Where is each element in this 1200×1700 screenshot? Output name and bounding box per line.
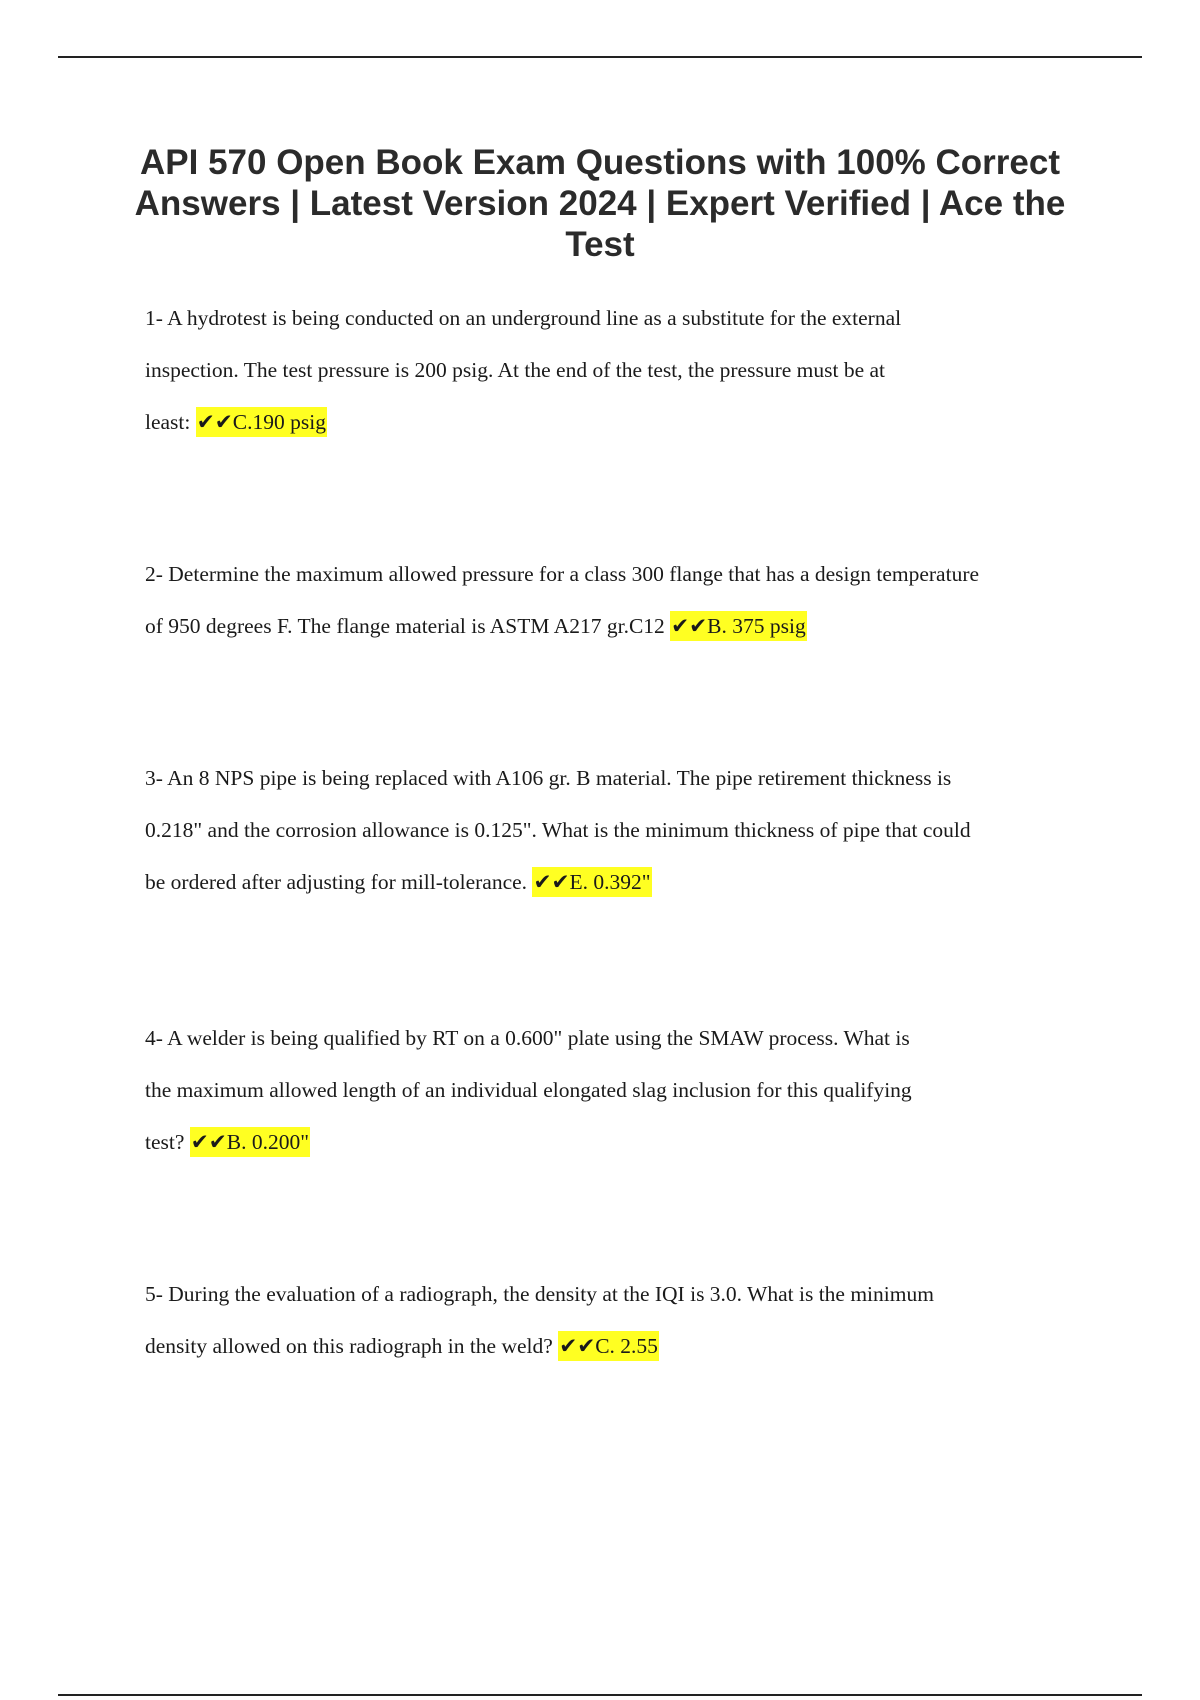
- question-1-line-3: [145, 396, 1090, 448]
- question-1: [145, 292, 1090, 448]
- question-4-line-2: the maximum allowed length of an individual elongated slag inclusion for this qualifying: [145, 1078, 912, 1102]
- question-3-line-1: 3- An 8 NPS pipe is being replaced with A106 gr. B material. The pipe retirement thickness is: [145, 766, 952, 790]
- question-1-answer: ✔✔C.190 psig: [196, 407, 327, 437]
- bottom-rule: [58, 1694, 1142, 1696]
- question-3-line-3-text: be ordered after adjusting for mill-tolerance.: [145, 870, 533, 894]
- question-2-answer: ✔✔B. 375 psig: [670, 611, 807, 641]
- top-rule: [58, 56, 1142, 58]
- question-4-answer: ✔✔B. 0.200": [190, 1127, 310, 1157]
- question-4-line-3-text: test?: [145, 1130, 190, 1154]
- question-1-line-3-text: least:: [145, 410, 196, 434]
- document-title: API 570 Open Book Exam Questions with 100% Correct Answers | Latest Version 2024 | Expert Verified | Ace the Test: [134, 143, 1066, 264]
- question-5-answer: ✔✔C. 2.55: [558, 1331, 659, 1361]
- question-3-answer: ✔✔E. 0.392": [532, 867, 651, 897]
- question-4-line-1: 4- A welder is being qualified by RT on a 0.600" plate using the SMAW process. What is: [145, 1026, 910, 1050]
- question-1-line-2: inspection. The test pressure is 200 psig. At the end of the test, the pressure must be at: [145, 358, 886, 382]
- question-3: [145, 752, 1090, 908]
- question-3-line-3: [145, 856, 1090, 908]
- question-4: [145, 1012, 1090, 1168]
- question-5-line-2-text: density allowed on this radiograph in the weld?: [145, 1334, 559, 1358]
- question-2: [145, 548, 1090, 652]
- question-2-line-2-text: of 950 degrees F. The flange material is ASTM A217 gr.C12: [145, 614, 671, 638]
- question-5-line-1: 5- During the evaluation of a radiograph, the density at the IQI is 3.0. What is the minimum: [145, 1282, 934, 1306]
- question-5-line-2: [145, 1320, 1090, 1372]
- question-2-line-2: [145, 600, 1090, 652]
- question-2-line-1: 2- Determine the maximum allowed pressure for a class 300 flange that has a design temperature: [145, 562, 980, 586]
- question-4-line-3: [145, 1116, 1090, 1168]
- question-5: [145, 1268, 1090, 1372]
- question-3-line-2: 0.218" and the corrosion allowance is 0.125". What is the minimum thickness of pipe that could: [145, 818, 971, 842]
- question-1-line-1: 1- A hydrotest is being conducted on an underground line as a substitute for the external: [145, 306, 902, 330]
